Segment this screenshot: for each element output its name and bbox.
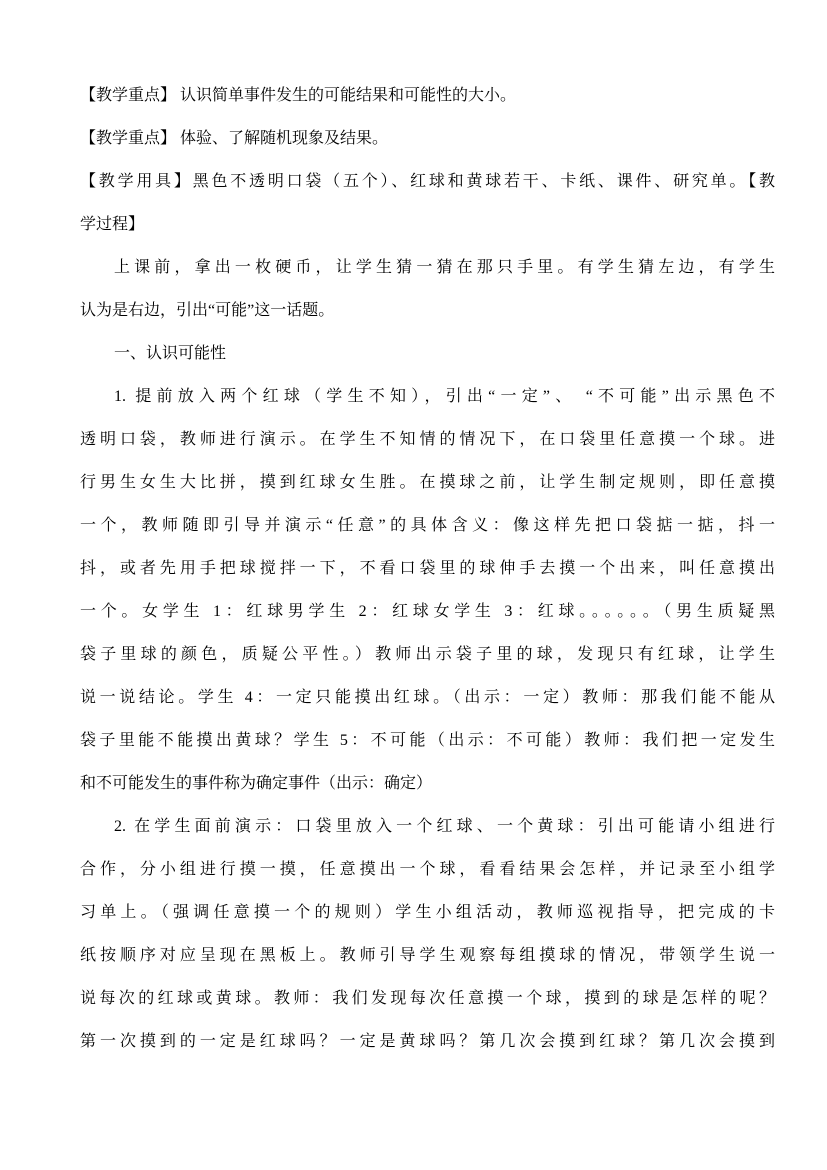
text-line: 袋子里能不能摸出黄球？学生 5：不可能（出示：不可能）教师：我们把一定发生 (80, 732, 775, 749)
text-line: 袋子里球的颜色，质疑公平性。）教师出示袋子里的球，发现只有红球，让学生 (80, 646, 775, 663)
text-line: 一、认识可能性 (114, 345, 227, 362)
text-line: 纸按顺序对应呈现在黑板上。教师引导学生观察每组摸球的情况，带领学生说一 (80, 947, 775, 964)
text-line: 学过程】 (80, 216, 145, 233)
text-line: 说一说结论。学生 4：一定只能摸出红球。（出示：一定）教师：那我们能不能从 (80, 689, 775, 706)
document-content (80, 74, 775, 1063)
paragraph (80, 117, 775, 160)
text-line: 上课前，拿出一枚硬币，让学生猜一猜在那只手里。有学生猜左边，有学生 (114, 259, 775, 276)
text-line: 和不可能发生的事件称为确定事件（出示：确定） (80, 775, 433, 792)
text-line: 习单上。（强调任意摸一个的规则）学生小组活动，教师巡视指导，把完成的卡 (80, 904, 775, 921)
paragraph (80, 74, 775, 117)
text-line: 1. 提前放入两个红球（学生不知），引出“一定”、 “不可能”出示黑色不 (114, 388, 775, 405)
paragraph (80, 805, 775, 1063)
paragraph (80, 332, 775, 375)
text-line: 一个，教师随即引导并演示“任意”的具体含义：像这样先把口袋掂一掂，抖一 (80, 517, 775, 534)
text-line: 抖，或者先用手把球搅拌一下，不看口袋里的球伸手去摸一个出来，叫任意摸出 (80, 560, 775, 577)
text-line: 【教学重点】 认识简单事件发生的可能结果和可能性的大小。 (80, 87, 517, 104)
paragraph (80, 246, 775, 332)
paragraph (80, 375, 775, 805)
text-line: 【教学用具】黑色不透明口袋（五个）、红球和黄球若干、卡纸、课件、研究单。【教 (80, 173, 775, 190)
text-line: 认为是右边，引出“可能”这一话题。 (80, 302, 335, 319)
text-line: 【教学重点】 体验、了解随机现象及结果。 (80, 130, 389, 147)
text-line: 合作，分小组进行摸一摸，任意摸出一个球，看看结果会怎样，并记录至小组学 (80, 861, 775, 878)
text-line: 第一次摸到的一定是红球吗？一定是黄球吗？第几次会摸到红球？第几次会摸到 (80, 1033, 775, 1050)
text-line: 说每次的红球或黄球。教师：我们发现每次任意摸一个球，摸到的球是怎样的呢？ (80, 990, 775, 1007)
text-line: 一个。女学生 1：红球男学生 2：红球女学生 3：红球。。。。。。（男生质疑黑 (80, 603, 775, 620)
paragraph (80, 160, 775, 246)
text-line: 透明口袋，教师进行演示。在学生不知情的情况下，在口袋里任意摸一个球。进 (80, 431, 775, 448)
text-line: 2. 在学生面前演示：口袋里放入一个红球、一个黄球：引出可能请小组进行 (114, 818, 775, 835)
text-line: 行男生女生大比拼，摸到红球女生胜。在摸球之前，让学生制定规则，即任意摸 (80, 474, 775, 491)
